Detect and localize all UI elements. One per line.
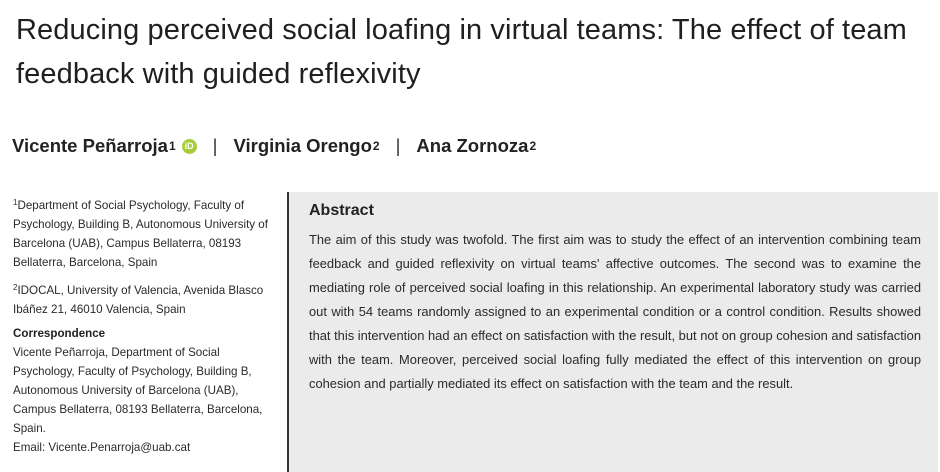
paper-title: Reducing perceived social loafing in virtual teams: The effect of team feedback with guided reflexivity — [16, 14, 907, 90]
affiliation — [13, 279, 275, 320]
author-name: Ana Zornoza — [416, 135, 529, 156]
author-separator: | — [395, 135, 401, 156]
author-name: Vicente Peñarroja — [12, 135, 168, 156]
affiliation-sup: 1 — [13, 198, 18, 207]
author-sup: 2 — [372, 139, 380, 153]
affiliation — [13, 194, 275, 273]
author-name: Virginia Orengo — [233, 135, 372, 156]
orcid-icon[interactable]: iD — [182, 139, 197, 154]
correspondence-text: Vicente Peñarroja, Department of Social Psychology, Faculty of Psychology, Building B, Autonomous University of Barcelona (UAB), Campus Bellaterra, 08193 Bellaterra, Barcelona, Spain. — [13, 346, 263, 435]
affiliation-sup: 2 — [13, 282, 18, 292]
affiliation-text: IDOCAL, University of Valencia, Avenida Blasco Ibáñez 21, 46010 Valencia, Spain — [13, 283, 264, 316]
author-separator: | — [212, 135, 218, 156]
abstract-heading: Abstract — [309, 202, 374, 219]
author-sup: 1 — [168, 139, 176, 153]
abstract-text: The aim of this study was twofold. The first aim was to study the effect of an intervention combining team feedback and guided reflexivity on virtual teams' affective outcomes. The second was to examine the mediating role of perceived social loafing in this relationship. An experimental laboratory study was carried out with 54 teams randomly assigned to an experimental condition or a control condition. Results showed that this intervention had an effect on satisfaction with the result, but not on group cohesion and satisfaction with the team. Moreover, perceived social loafing fully mediated the effect of this intervention on group cohesion and partially mediated its effect on satisfaction with the team and the result. — [309, 232, 921, 391]
affiliations-column — [13, 194, 275, 458]
author-sup: 2 — [529, 139, 537, 153]
author-list — [12, 134, 536, 158]
abstract-panel — [287, 192, 938, 472]
correspondence-heading: Correspondence — [13, 327, 106, 341]
correspondence-email[interactable]: Email: Vicente.Penarroja@uab.cat — [13, 440, 191, 454]
affiliation-text: Department of Social Psychology, Faculty of Psychology, Building B, Autonomous University of Barcelona (UAB), Campus Bellaterra, 08193 Bellaterra, Barcelona, Spain — [13, 199, 268, 269]
